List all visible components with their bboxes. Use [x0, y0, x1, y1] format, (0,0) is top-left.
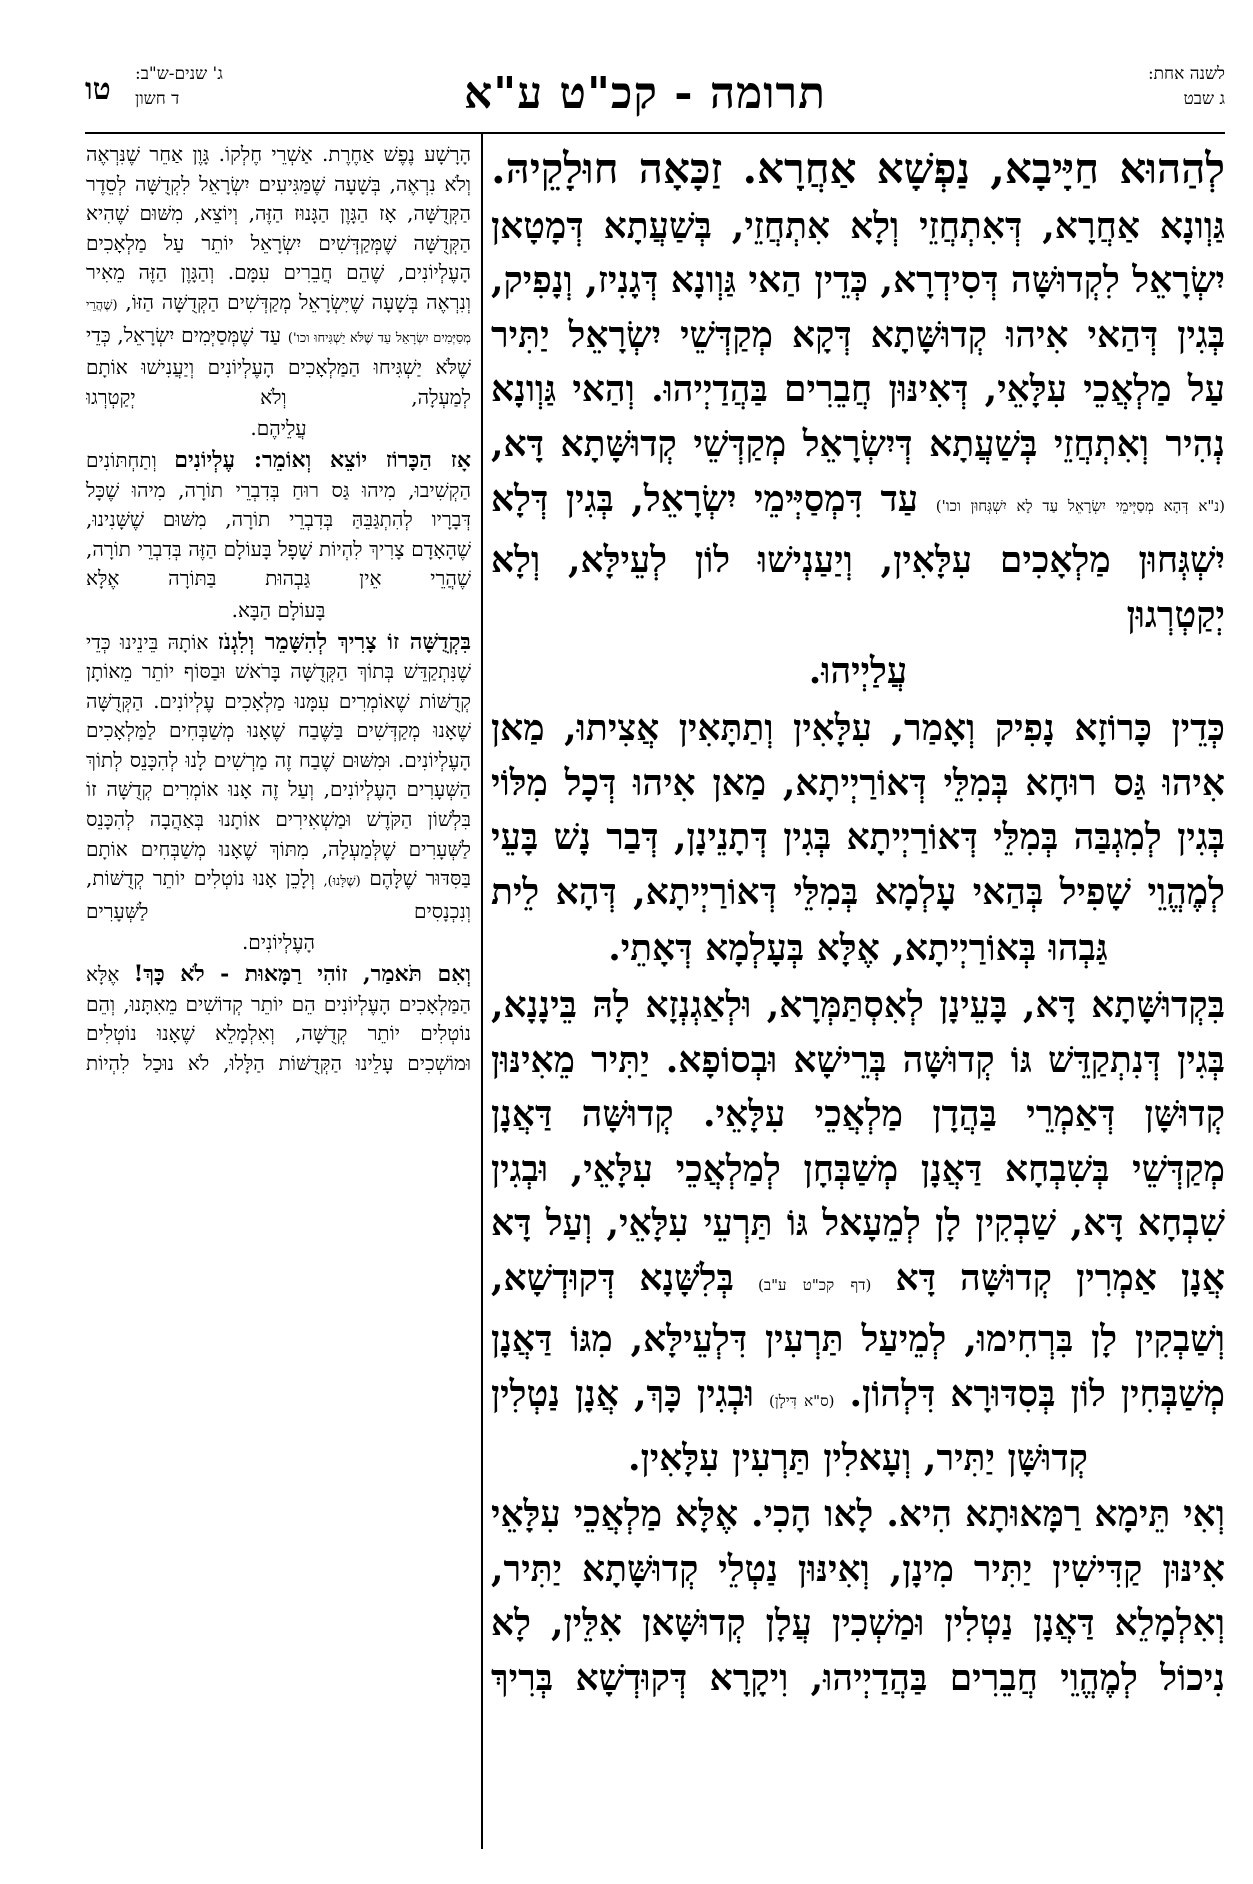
- variant-note: (שֶׁלָּנוּ),: [323, 874, 361, 890]
- side-paragraph-2-end: [86, 596, 471, 626]
- variant-note: (נ"א דְּהָא מְסַיְּימֵי יִשְׂרָאֵל עַד לָא יִשְׁגְּחוּן וכו'): [935, 496, 1225, 515]
- side-line: עַד שֶׁמְּסַיְּמִים: [181, 322, 282, 347]
- main-line: וְאִינּוּן נַטְלֵי קְדוּשָּׁתָא יַתִּיר, וְאִלְמָלֵא דַּאֲנָן: [491, 1547, 1225, 1645]
- side-line: הַשְּׁעָרִים הָעֶלְיוֹנִים, וְעַל זֶה אָנוּ: [228, 777, 471, 802]
- main-line: בְּשִׁבְחָא דַּאֲנָן מְשַׁבְּחָן לְמַלְאֲכֵי עִלָּאֵי, וּבְגִין: [491, 1147, 1110, 1190]
- main-line: וְעַל דָּא אֲנָן אַמְרִין קְדוּשָּׁה דָּא: [491, 1202, 1225, 1299]
- main-line: בְּסִדּוּרָא דִּלְהוֹן.: [849, 1373, 1056, 1416]
- main-line: מַלְאֲכֵי עִלָּאֵי אִינּוּן קַדִּישִׁין יַתִּיר מִינָן,: [491, 1493, 1225, 1590]
- side-line: וּמַשְׁאִירִים אוֹתָנוּ בְּאַהֲבָה לְהִכָּנֵס: [86, 807, 352, 832]
- translation-column: [86, 140, 471, 1850]
- side-line: מְשַׁבְּחִים אוֹתָם בַּסִּדּוּר שֶׁלָּהֶם: [86, 836, 471, 891]
- side-line: אֶלָּא הַמַּלְאָכִים הָעֶלְיוֹנִים הֵם: [86, 962, 471, 1016]
- main-line: תַּרְעִין דִּלְעֵילָּא, מִגּוֹ דַּאֲנָן מְשַׁבְּחִין לוֹן: [491, 1318, 1225, 1416]
- schedule-three-year-date: ד חשון: [135, 89, 180, 109]
- main-paragraph-4: [491, 1487, 1225, 1705]
- page-title: תרומה - קכ"ט ע"א: [464, 68, 826, 119]
- main-text-column: [491, 142, 1225, 1847]
- side-line: הַקְּדֻשּׁוֹת הַלָּלוּ, לֹא נוּכַל לִהְיוֹת: [86, 1050, 342, 1075]
- main-line: בְּרֵישָׁא וּבְסוֹפָא. יַתִּיר מֵאִינּוּן קְדוּשָּׁן דְּאַמְרֵי: [491, 1038, 1225, 1136]
- main-line: קְדוּשָּׁתָא דָּא,: [491, 422, 677, 465]
- side-paragraph-1: [86, 140, 471, 412]
- side-line: אָז הַגָּוֶן הַגָּנוּז הַזֶּה, וְיוֹצֵא, מִשּׁוּם: [139, 201, 397, 226]
- side-line: מְקַדְּשִׁים בַּשֶּׁבַח שֶׁאָנוּ מְשַׁבְּחִים: [169, 718, 421, 743]
- main-line: קְדוּשָּׁתָא דְּקָא מְקַדְּשֵׁי יִשְׂרָאֵל יַתִּיר עַל מַלְאֲכֵי: [491, 313, 1225, 411]
- main-line: דִּמְסַיְּימֵי יִשְׂרָאֵל, בְּגִין דְּלָא יִשְׁגְּחוּן מַלְאָכִים: [491, 477, 1225, 582]
- schedule-one-year-date: ג שבט: [1183, 89, 1225, 109]
- side-line: אוֹמְרִים קְדֻשָּׁה זוֹ בִּלְשׁוֹן הַקֹּדֶשׁ: [86, 777, 471, 832]
- header-rule: [85, 132, 1225, 134]
- side-line: וְלָכֵן אָנוּ נוֹטְלִים יוֹתֵר: [152, 866, 315, 891]
- side-paragraph-1-end: [86, 414, 471, 444]
- main-paragraph-1-end: [491, 644, 1225, 699]
- side-line: לְהִתְגַּבֵּהַּ בְּדִבְרֵי תוֹרָה, מִשּׁוּם: [162, 507, 413, 532]
- page-number: טו: [85, 72, 111, 107]
- page-header: [85, 58, 1225, 130]
- folio-reference-note: (דף קכ"ט ע"ב): [757, 1275, 872, 1294]
- side-line: מַלְאָכִים עֶלְיוֹנִים. הַקְּדֻשָּׁה שֶׁאָנוּ: [86, 688, 471, 743]
- side-line: הָעֶלְיוֹנִים.: [241, 930, 316, 955]
- main-line: בִּקְדוּשָּׁתָא דָּא, בָּעֵינָן לְאִסְתַּמְּרָא, וּלְאַגְנְזָא לָהּ: [592, 983, 1225, 1026]
- main-line: בֵּינָנָא, בְּגִין דְּנִתְקַדֵּשׁ גּוֹ קְדוּשָּׁה: [491, 983, 1225, 1081]
- side-line: שֶׁהֲרֵי אֵין גַּבְהוּת בַּתּוֹרָה אֶלָּא: [86, 566, 471, 591]
- main-line: נְהִיר וְאִתְחֲזֵי בְּשַׁעֲתָא דְּיִשְׂרָאֵל מְקַדְּשֵׁי: [693, 422, 1225, 465]
- main-line: כְּדֵין כָּרוֹזָא נָפִיק וְאָמַר, עִלָּאִין וְתַתָּאִין אֲצִיתוּ,: [564, 706, 1225, 749]
- side-line: יִשְׂרָאֵל, כְּדֵי שֶׁלֹּא יַשְׁגִּיחוּ: [86, 322, 471, 380]
- side-line: נוֹטְלִים יוֹתֵר קְדֻשָּׁה, וְאִלְמָלֵא: [215, 1021, 471, 1046]
- variant-note: (שֶׁהֲרֵי מְסַיְּמִים יִשְׂרָאֵל עַד שֶׁלֹּא יַשְׁגִּיחוּ וכו'): [86, 297, 471, 346]
- side-line: עֲלֵיהֶם.: [250, 416, 307, 441]
- side-line: שֶׁהִיא הַקְּדֻשָּׁה שֶׁמְּקַדְּשִׁים יִשְׂרָאֵל: [86, 201, 471, 255]
- main-line: וְאִי תֵּימָא רַמָּאוּתָא הִיא. לָאו הָכִי. אֶלָּא: [675, 1493, 1225, 1536]
- side-line: הַקְּדֻשָּׁה בָּרֹאשׁ וּבַסּוֹף יוֹתֵר: [141, 659, 348, 684]
- side-line: הָרָשָׁע נֶפֶשׁ אַחֶרֶת. אַשְׁרֵי חֶלְקוֹ.: [218, 142, 471, 166]
- side-line: אָז הַכָּרוֹז יוֹצֵא וְאוֹמֵר: עֶלְיוֹנִים: [174, 446, 471, 473]
- side-line: הַמַּלְאָכִים הָעֶלְיוֹנִים וְיַעֲנִישׁוּ: [141, 355, 361, 380]
- header-right-schedule: [1148, 62, 1225, 112]
- main-paragraph-2-end: [491, 921, 1225, 976]
- side-line: שֶׁבַח זֶה מַרְשִׁים לָנוּ לְהִכָּנֵס לְתוֹךְ: [86, 747, 335, 772]
- main-paragraph-3: [491, 978, 1225, 1429]
- side-line: קְדֻשּׁוֹת, וְנִכְנָסִים לַשְּׁעָרִים: [86, 866, 471, 923]
- side-line: שֶׁאָנוּ נוֹטְלִים וּמוֹשְׁכִים עָלֵינוּ: [86, 1021, 471, 1075]
- side-line: יוֹתֵר קְדוֹשִׁים מֵאִתָּנוּ, וְהֵם: [86, 991, 284, 1016]
- main-line: מַאן אִיהוּ דְּכָל מִלּוֹי בְּגִין לְמִגְבַּה בְּמִלֵּי: [491, 761, 1225, 859]
- main-line: מַאן אִיהוּ גַּס רוּחָא בְּמִלֵּי דְּאוֹרַיְיתָא,: [491, 706, 1225, 804]
- main-line: בַּהֲדָן מַלְאֲכֵי עִלָּאֵי. קְדוּשָּׁה דַּאֲנָן מְקַדְּשֵׁי: [491, 1093, 1225, 1190]
- main-line: עִלָּאִין, וְיַעַנְישׁוּ לוֹן לְעֵילָּא, וְלָא יְקַטְרְגוּן: [491, 539, 1225, 636]
- side-line: מֵאוֹתָן קְדֻשּׁוֹת שֶׁאוֹמְרִים עִמָּנוּ: [86, 659, 471, 713]
- side-line: שֶׁשָּׁנִינוּ, שֶׁהָאָדָם צָרִיךְ לִהְיוֹת: [86, 507, 471, 561]
- main-line: עֲלַיְיהוּ.: [808, 650, 908, 693]
- side-line: וְתַחְתּוֹנִים הַקְשִׁיבוּ, מִיהוּ גַּס רוּחַ: [86, 447, 471, 502]
- main-line: קְדוּשָּׁן יַתִּיר, וְעָאלִין תַּרְעִין עִלָּאִין.: [628, 1436, 1088, 1479]
- side-line: וְאִם תֹּאמַר, זוֹהִי רַמָּאוּת - לֹא כָּךְ!: [133, 961, 471, 988]
- side-line: חֲבֵרִים עִמָּם. וְהַגָּוֶן הַזֶּה מֵאִיר: [86, 260, 333, 285]
- schedule-three-year-label: ג' שנים-ש"ב:: [135, 64, 223, 84]
- side-line: יוֹתֵר עַל מַלְאָכִים הָעֶלְיוֹנִים, שֶׁהֵם: [86, 230, 471, 285]
- side-line: אוֹתָהּ בֵּינֵינוּ כְּדֵי שֶׁנִּתְקַדֵּשׁ בְּתוֹךְ: [86, 629, 471, 684]
- schedule-one-year-label: לשנה אחת:: [1147, 64, 1225, 84]
- side-line: בִּקְדֻשָּׁה זוֹ צָרִיךְ לְהִשָּׁמֵר וְלִגְנֹז: [217, 628, 471, 655]
- side-paragraph-2: [86, 446, 471, 594]
- side-paragraph-3-end: [86, 928, 471, 958]
- main-line: שִׁבְחָא דָּא, שַׁבְקִין לָן לְמֵעָאל גּוֹ תַּרְעֵי עִלָּאֵי,: [606, 1202, 1225, 1245]
- side-paragraph-4: [86, 960, 471, 1078]
- header-left-schedule: [135, 62, 223, 112]
- main-line: נַטְלִין וּמַשְׁכִין עֲלָן קְדוּשָּׁאן אִלֵּין, לָא נִיכוֹל: [491, 1602, 1225, 1700]
- main-line: דְּאוֹרַיְיתָא בְּגִין דְּתָנֵינָן, דְּבַר נָשׁ בָּעֵי לְמֶהֱוֵי: [491, 816, 1225, 913]
- main-line: לְהַהוּא חַיָּיבָא, נַפְשָׁא אַחֲרָא. זַכָּאָה חוּלָקֵיהּ.: [491, 144, 1225, 193]
- main-line: בְּלִשָּׁנָא דְּקוּדְשָׁא, וְשַׁבְקִין לָן בִּרְחִימוּ, לְמֵיעַל: [491, 1256, 1225, 1361]
- side-line: שָׁפָל בָּעוֹלָם הַזֶּה בְּדִבְרֵי תוֹרָה,: [86, 536, 313, 561]
- main-line: עִלָּאֵי, דְּאִינּוּן חֲבֵרִים בַּהֲדַיְיהוּ. וְהַאי גַּוְונָא: [491, 368, 1067, 411]
- main-line: דְּמָטָאן יִשְׂרָאֵל לִקְדוּשָּׁה דְּסִידְרָא, כְּדֵין: [491, 204, 1225, 302]
- main-paragraph-2: [491, 701, 1225, 919]
- main-line: גַּבְהוּ בְּאוֹרַיְיתָא, אֶלָּא בְּעָלְמָא דְּאָתֵי.: [608, 927, 1108, 970]
- variant-note: (ס"א דִּילָן): [769, 1392, 835, 1411]
- side-line: הַקְּדֻשָּׁה הַזּוֹ,: [125, 289, 220, 314]
- side-line: אוֹתָם לְמַעְלָה, וְלֹא יְקַטְרְגוּ: [86, 355, 471, 409]
- side-line: בְּדִבְרֵי תוֹרָה, מִיהוּ שֶׁכָּל דְּבָרָיו: [86, 477, 471, 532]
- main-line: גַּוְונָא אַחֲרָא, דְּאִתְחֲזֵי וְלָא אִתְחֲזֵי, בְּשַׁעֲתָא: [603, 204, 1225, 247]
- main-line: שָׁפִיל בְּהַאי עָלְמָא בְּמִלֵּי דְּאוֹרַיְיתָא, דְּהָא לֵית: [491, 870, 1132, 913]
- side-line: בָּעוֹלָם הַבָּא.: [231, 597, 326, 622]
- main-paragraph-1: [491, 142, 1225, 642]
- side-line: שֶׁמַּגִּיעִים יִשְׂרָאֵל לִקְדֻשָּׁה לְסֵדֶר הַקְּדֻשָּׁה,: [86, 171, 471, 226]
- side-line: לַמַּלְאָכִים הָעֶלְיוֹנִים. וּמִשּׁוּם: [86, 718, 471, 772]
- side-line: וְנִרְאֶה בְּשָׁעָה שֶׁיִּשְׂרָאֵל מְקַדְּשִׁים: [227, 289, 471, 314]
- side-line: גָּוֶן אַחֵר שֶׁנִּרְאֶה וְלֹא נִרְאֶה, בְּשָׁעָה: [86, 142, 471, 196]
- side-line: לַשְּׁעָרִים שֶׁלְּמַעְלָה, מִתּוֹךְ שֶׁאָנוּ: [218, 836, 471, 861]
- main-paragraph-3-end: [491, 1431, 1225, 1486]
- main-line: הַאי גַּוְונָא דְּגָנִיז, וְנָפִיק, בְּגִין דְּהַאי אִיהוּ: [491, 259, 1225, 356]
- side-paragraph-3: [86, 628, 471, 927]
- main-line: לְמֶהֱוֵי חֲבֵרִים בַּהֲדַיְיהוּ, וִיקָרָא דְּקוּדְשָׁא בְּרִיךְ: [491, 1657, 1138, 1700]
- main-line: וּבְגִין כָּךְ, אֲנָן נַטְלִין: [491, 1373, 754, 1416]
- column-divider: [481, 134, 483, 1849]
- main-line: עַד: [880, 477, 919, 520]
